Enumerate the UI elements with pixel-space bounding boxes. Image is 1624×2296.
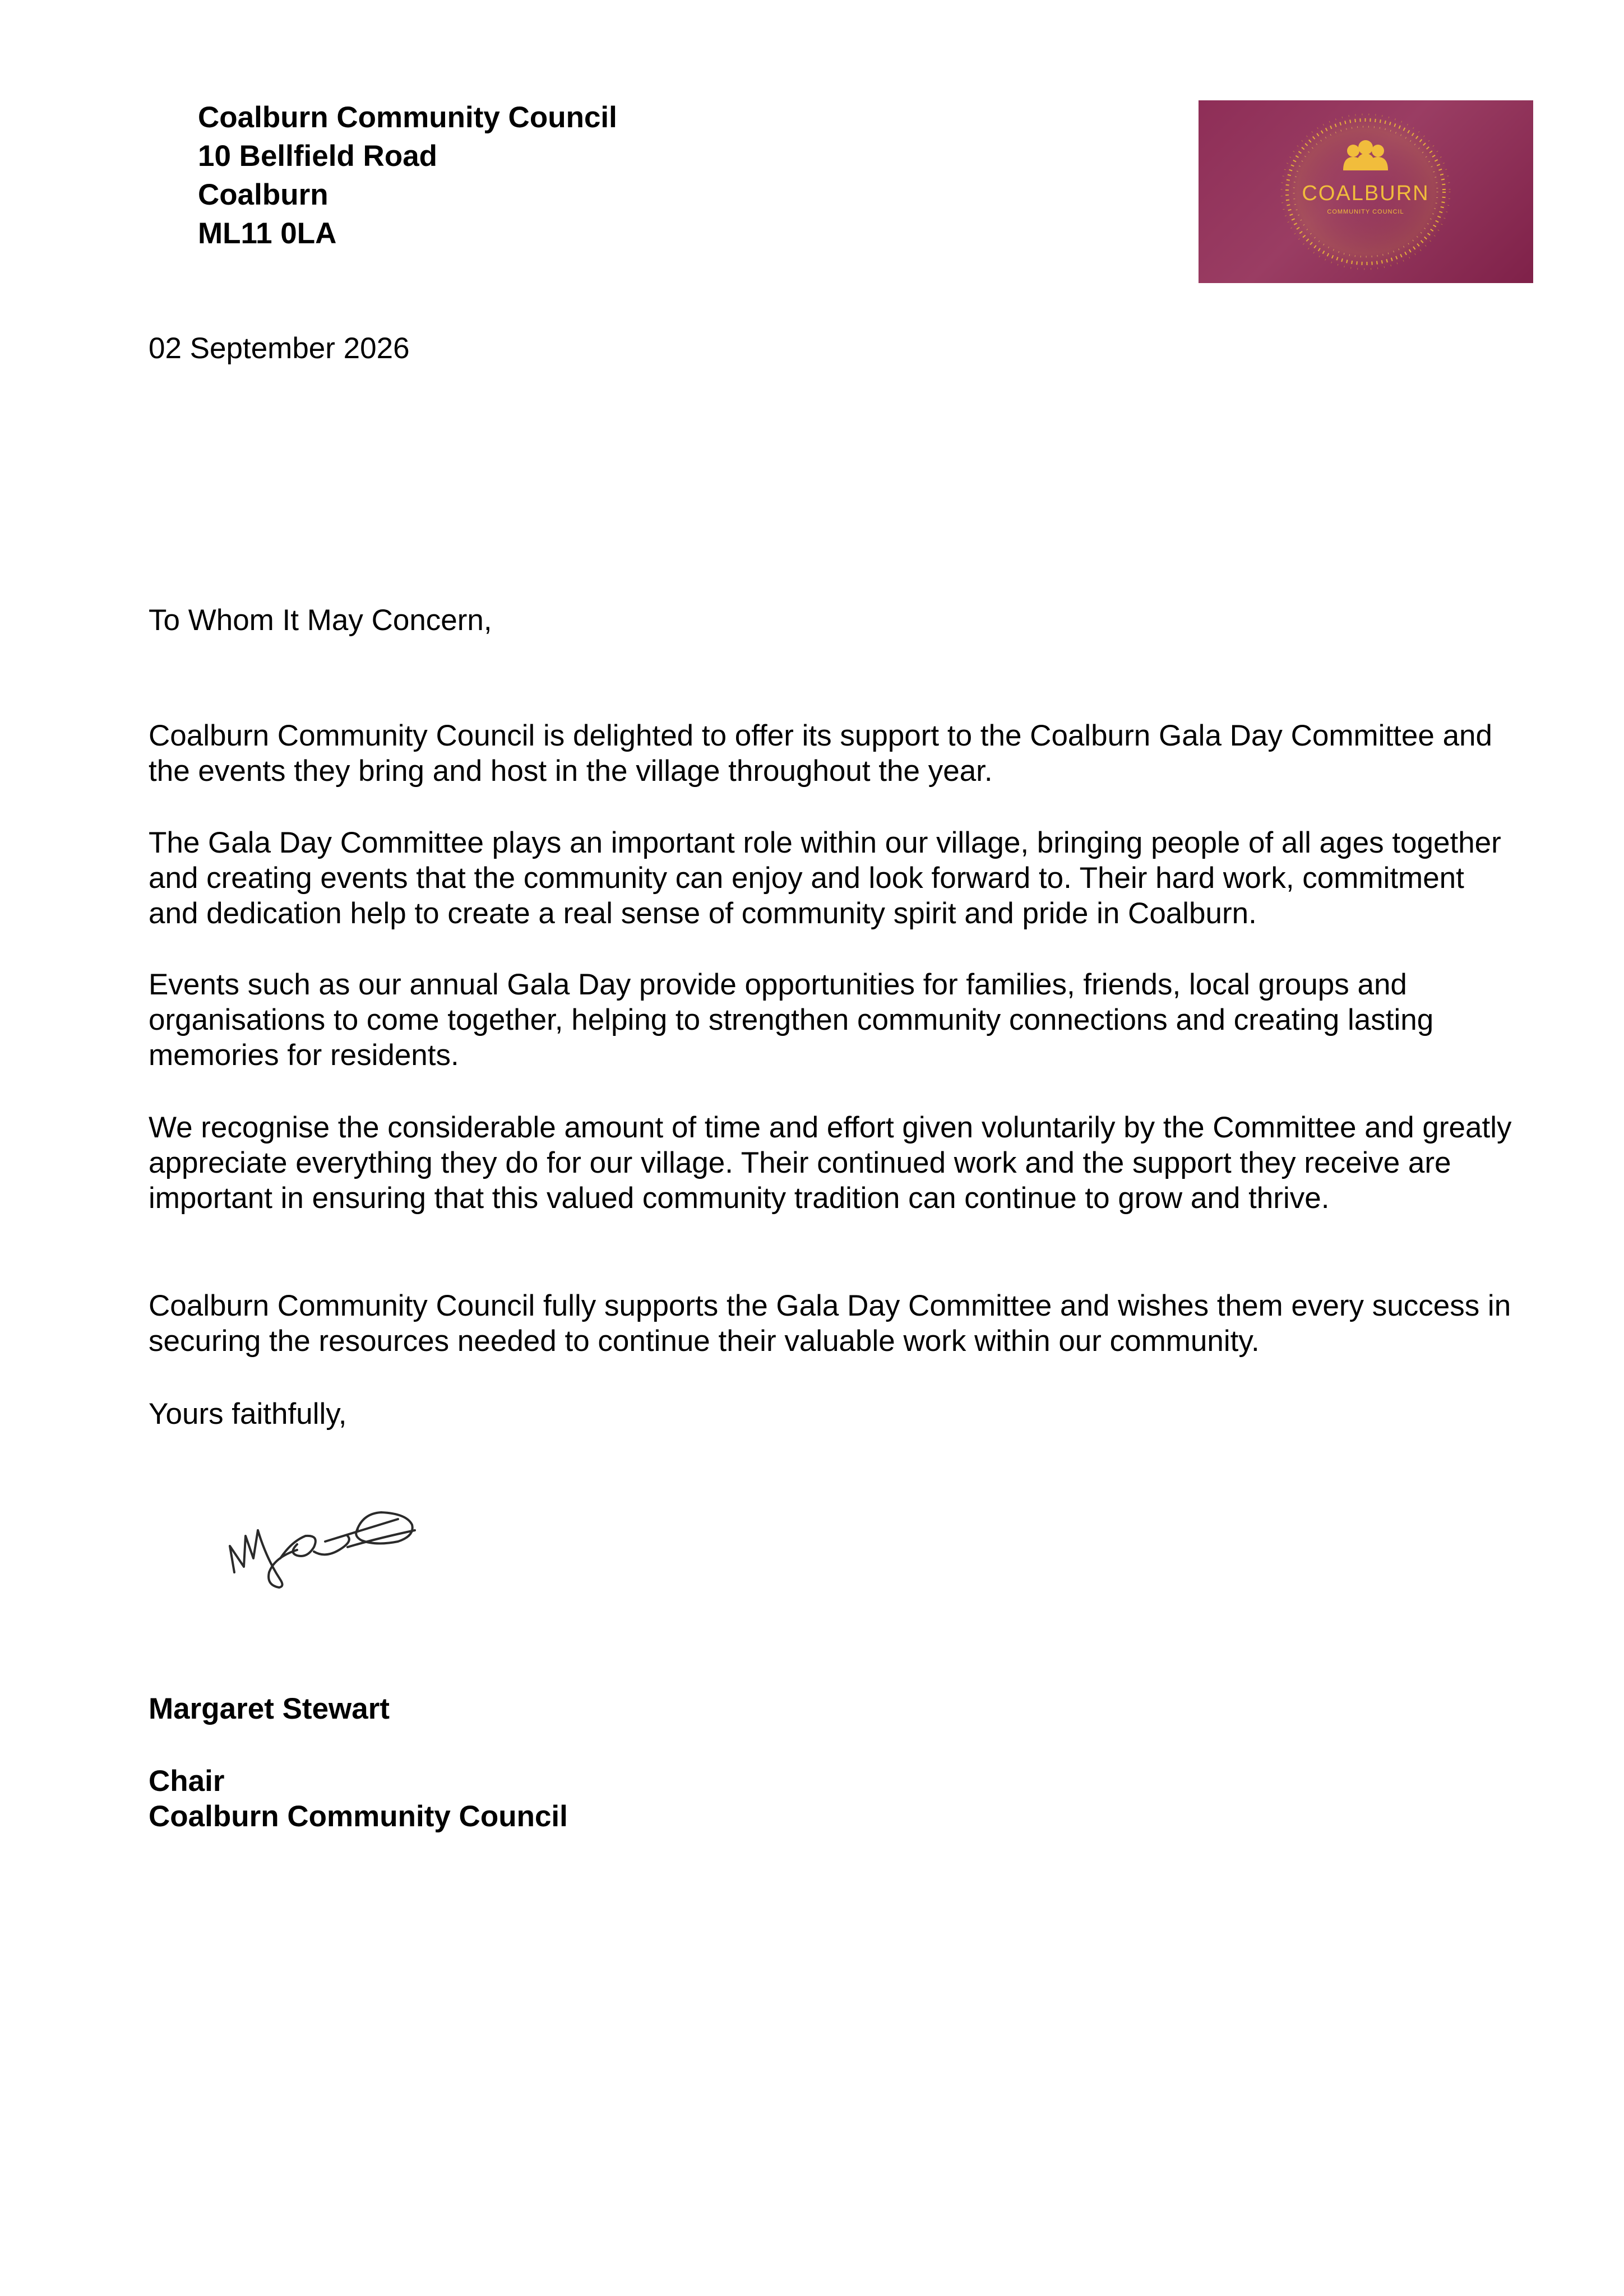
body-paragraph: The Gala Day Committee plays an important role within our village, bringing people of all ages together and creating events that the community can enjoy and look forward to. Their hard work, commitment and dedication help to create a real sense of community spirit and pride in Coalburn. <box>149 826 1501 930</box>
council-logo <box>1199 100 1533 283</box>
body-paragraph: Coalburn Community Council is delighted to offer its support to the Coalburn Gala Day Committee and the events they bring and host in the village throughout the year. <box>149 719 1493 788</box>
signature <box>213 1452 460 1637</box>
body-paragraph: Coalburn Community Council fully supports the Gala Day Committee and wishes them every success in securing the resources needed to continue their valuable work within our community. <box>149 1289 1511 1358</box>
sender-address-line: ML11 0LA <box>198 217 337 250</box>
signatory-role: Chair <box>149 1765 225 1798</box>
signatory-name: Margaret Stewart <box>149 1692 390 1725</box>
closing: Yours faithfully, <box>149 1397 347 1431</box>
sender-address-line: Coalburn Community Council <box>198 101 617 134</box>
letter-date: 02 September 2026 <box>149 332 410 365</box>
signatory-organisation: Coalburn Community Council <box>149 1800 568 1833</box>
salutation: To Whom It May Concern, <box>149 604 492 637</box>
sender-address-line: 10 Bellfield Road <box>198 140 438 173</box>
sender-address <box>198 98 617 253</box>
sender-address-line: Coalburn <box>198 178 328 211</box>
logo-emblem <box>1199 100 1533 283</box>
logo-title: COALBURN <box>1302 182 1429 205</box>
body-paragraph: Events such as our annual Gala Day provide opportunities for families, friends, local groups and organisations to come together, helping to strengthen community connections and creating lasting memories for residents. <box>149 968 1434 1072</box>
logo-subtitle: COMMUNITY COUNCIL <box>1327 209 1404 215</box>
body-paragraph: We recognise the considerable amount of time and effort given voluntarily by the Committee and greatly appreciate everything they do for our village. Their continued work and the support they receive are important in ensuring that this valued community tradition can continue to grow and thrive. <box>149 1111 1512 1215</box>
